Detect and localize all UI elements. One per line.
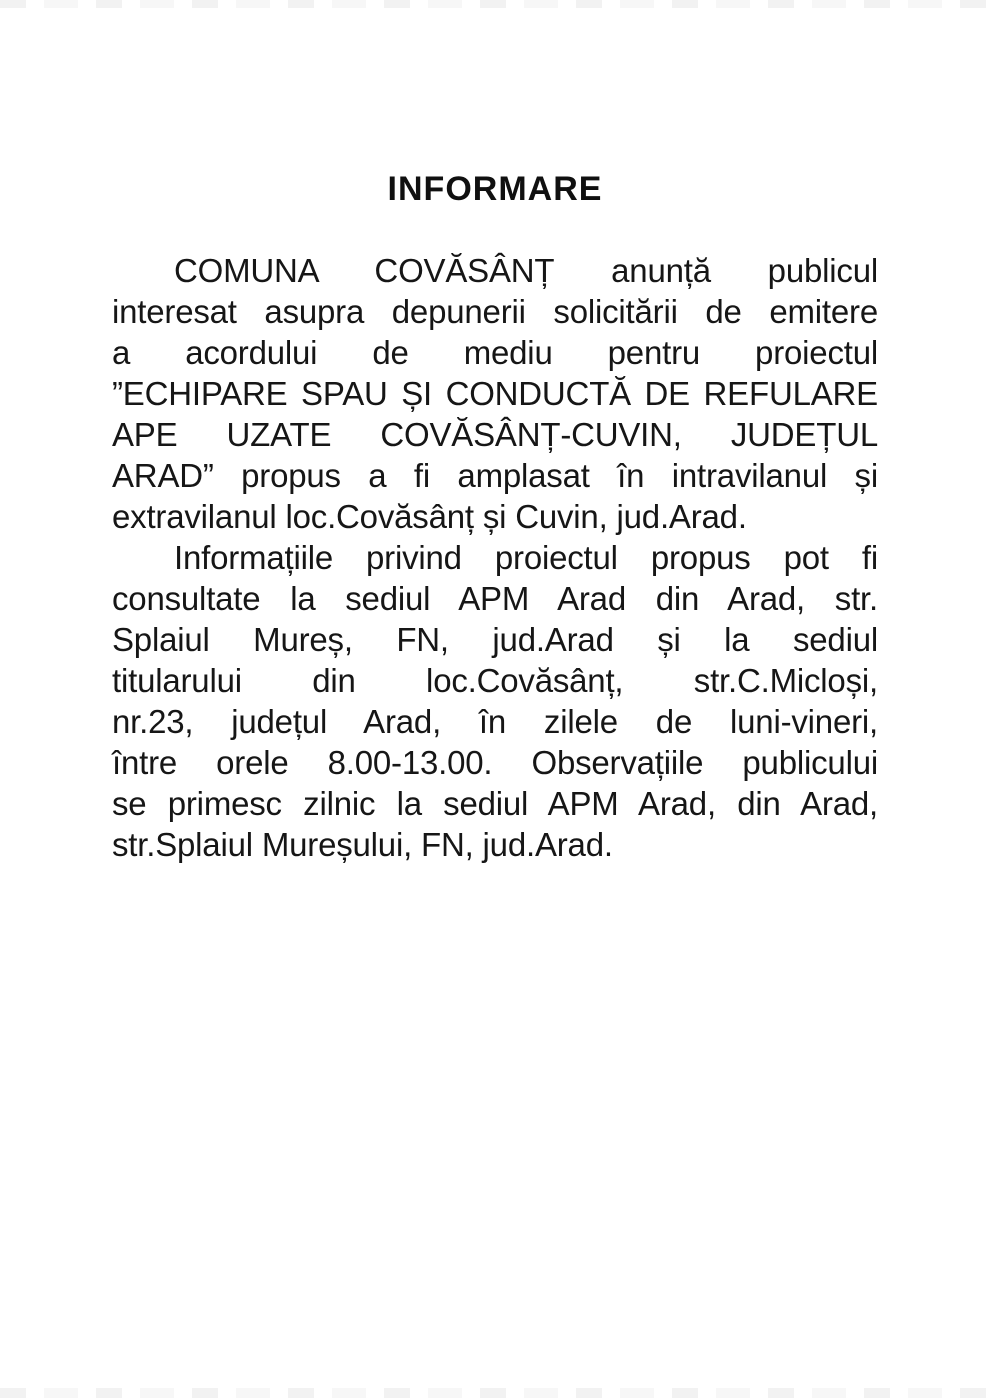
text-line: interesat asupra depunerii solicitării de emitere	[112, 293, 878, 330]
document-body	[112, 250, 878, 865]
text-line: Splaiul Mureș, FN, jud.Arad și la sediul	[112, 621, 878, 658]
text-line: str.Splaiul Mureșului, FN, jud.Arad.	[112, 826, 613, 863]
text-line: între orele 8.00-13.00. Observațiile publicului	[112, 744, 878, 781]
paragraph	[112, 250, 878, 537]
text-line: ARAD” propus a fi amplasat în intravilanul și	[112, 457, 878, 494]
text-line: ”ECHIPARE SPAU ȘI CONDUCTĂ DE REFULARE	[112, 375, 878, 412]
text-line: Informațiile privind proiectul propus pot fi	[174, 539, 878, 576]
text-line: a acordului de mediu pentru proiectul	[112, 334, 878, 371]
scan-artifact-top	[0, 0, 990, 8]
text-line: COMUNA COVĂSÂNȚ anunță publicul	[174, 252, 878, 289]
page-title: INFORMARE	[387, 170, 603, 208]
text-line: titularului din loc.Covăsânț, str.C.Micloși,	[112, 662, 878, 699]
scan-artifact-bottom	[0, 1388, 990, 1398]
text-line: se primesc zilnic la sediul APM Arad, din Arad,	[112, 785, 878, 822]
text-line: nr.23, județul Arad, în zilele de luni-vineri,	[112, 703, 878, 740]
text-line: extravilanul loc.Covăsânț și Cuvin, jud.Arad.	[112, 498, 747, 535]
text-line: APE UZATE COVĂSÂNȚ-CUVIN, JUDEȚUL	[112, 416, 878, 453]
paragraph	[112, 537, 878, 865]
text-line: consultate la sediul APM Arad din Arad, str.	[112, 580, 878, 617]
